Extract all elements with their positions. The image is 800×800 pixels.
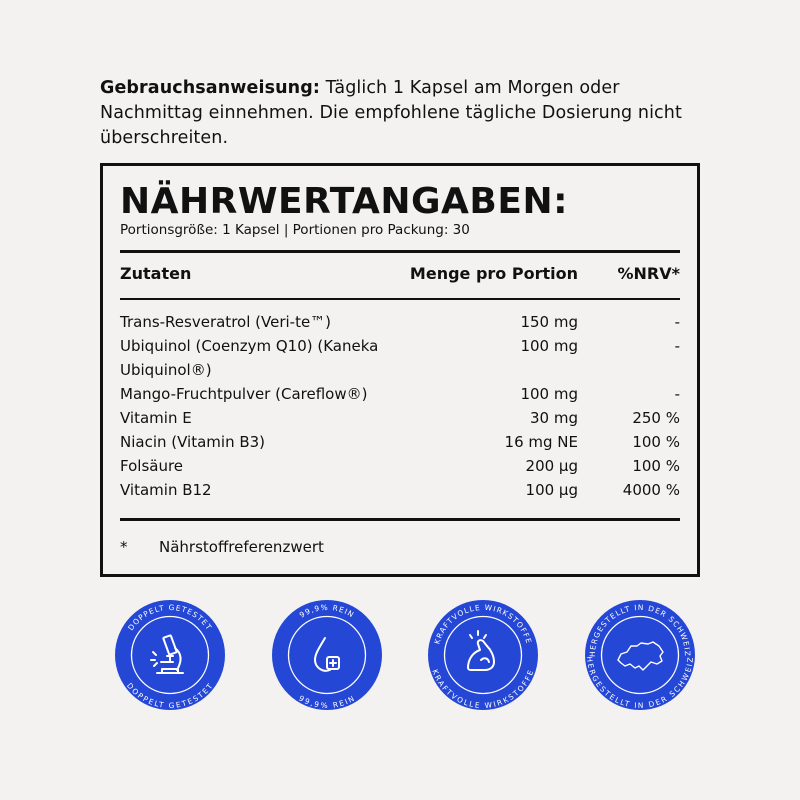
microscope-icon (151, 635, 183, 673)
switzerland-map-icon (618, 642, 663, 670)
footnote-mark: * (120, 538, 128, 556)
badge-bottom-text: KRAFTVOLLE WIRKSTOFFE (430, 667, 536, 710)
ingredient-nrv: - (674, 313, 680, 331)
badge-bottom-text: DOPPELT GETESTET (125, 680, 215, 710)
ingredient-name: Folsäure (120, 457, 184, 475)
usage-label: Gebrauchsanweisung: (100, 78, 320, 98)
badge-swiss-made (585, 600, 695, 710)
header-ingredient: Zutaten (120, 264, 192, 283)
nutrition-facts-panel (100, 163, 700, 577)
ingredient-amount: 100 mg (520, 385, 578, 403)
ingredient-name: Ubiquinol (Coenzym Q10) (Kaneka Ubiquinol®) (120, 337, 379, 379)
ingredient-amount: 100 mg (520, 337, 578, 355)
ingredient-nrv: 100 % (632, 457, 680, 475)
panel-title: NÄHRWERTANGABEN: (120, 181, 568, 222)
ingredient-name: Vitamin B12 (120, 481, 212, 499)
ingredient-amount: 100 µg (525, 481, 578, 499)
flexed-arm-icon (468, 631, 494, 670)
badge-double-tested (115, 600, 225, 710)
badge-top-text: 99,9% REIN (297, 602, 357, 620)
footnote-text: Nährstoffreferenzwert (159, 538, 324, 556)
water-drop-plus-icon (315, 638, 339, 671)
badge-top-text: KRAFTVOLLE WIRKSTOFFE (432, 602, 534, 646)
ingredient-name: Niacin (Vitamin B3) (120, 433, 266, 451)
header-amount: Menge pro Portion (409, 264, 578, 283)
badge-potent-ingredients (428, 600, 538, 710)
ingredient-name: Trans-Resveratrol (Veri-te™) (120, 313, 332, 331)
badge-top-text: HERGESTELLT IN DER SCHWEIZ (587, 602, 693, 658)
usage-text: Täglich 1 Kapsel am Morgen oder Nachmittag einnehmen. Die empfohlene tägliche Dosierung nicht überschreiten. (100, 78, 682, 148)
badge-bottom-text: HERGESTELLT IN DER SCHWEIZ (585, 655, 695, 710)
badge-top-text: DOPPELT GETESTET (126, 602, 214, 633)
header-nrv: %NRV* (617, 264, 680, 283)
ingredient-amount: 16 mg NE (504, 433, 578, 451)
ingredient-amount: 30 mg (530, 409, 578, 427)
divider-bottom (120, 518, 680, 521)
ingredient-name: Mango-Fruchtpulver (Careflow®) (120, 385, 368, 403)
badge-purity (272, 600, 382, 710)
usage-instructions (100, 76, 720, 151)
ingredient-name: Vitamin E (120, 409, 192, 427)
ingredient-nrv: 4000 % (622, 481, 680, 499)
ingredient-nrv: - (674, 385, 680, 403)
ingredient-amount: 150 mg (520, 313, 578, 331)
ingredient-nrv: 100 % (632, 433, 680, 451)
serving-info: Portionsgröße: 1 Kapsel | Portionen pro Packung: 30 (120, 222, 470, 238)
ingredient-nrv: - (674, 337, 680, 355)
badge-bottom-text: 99,9% REIN (297, 693, 357, 710)
ingredient-amount: 200 µg (525, 457, 578, 475)
divider-top (120, 250, 680, 253)
divider-header (120, 298, 680, 300)
ingredient-nrv: 250 % (632, 409, 680, 427)
